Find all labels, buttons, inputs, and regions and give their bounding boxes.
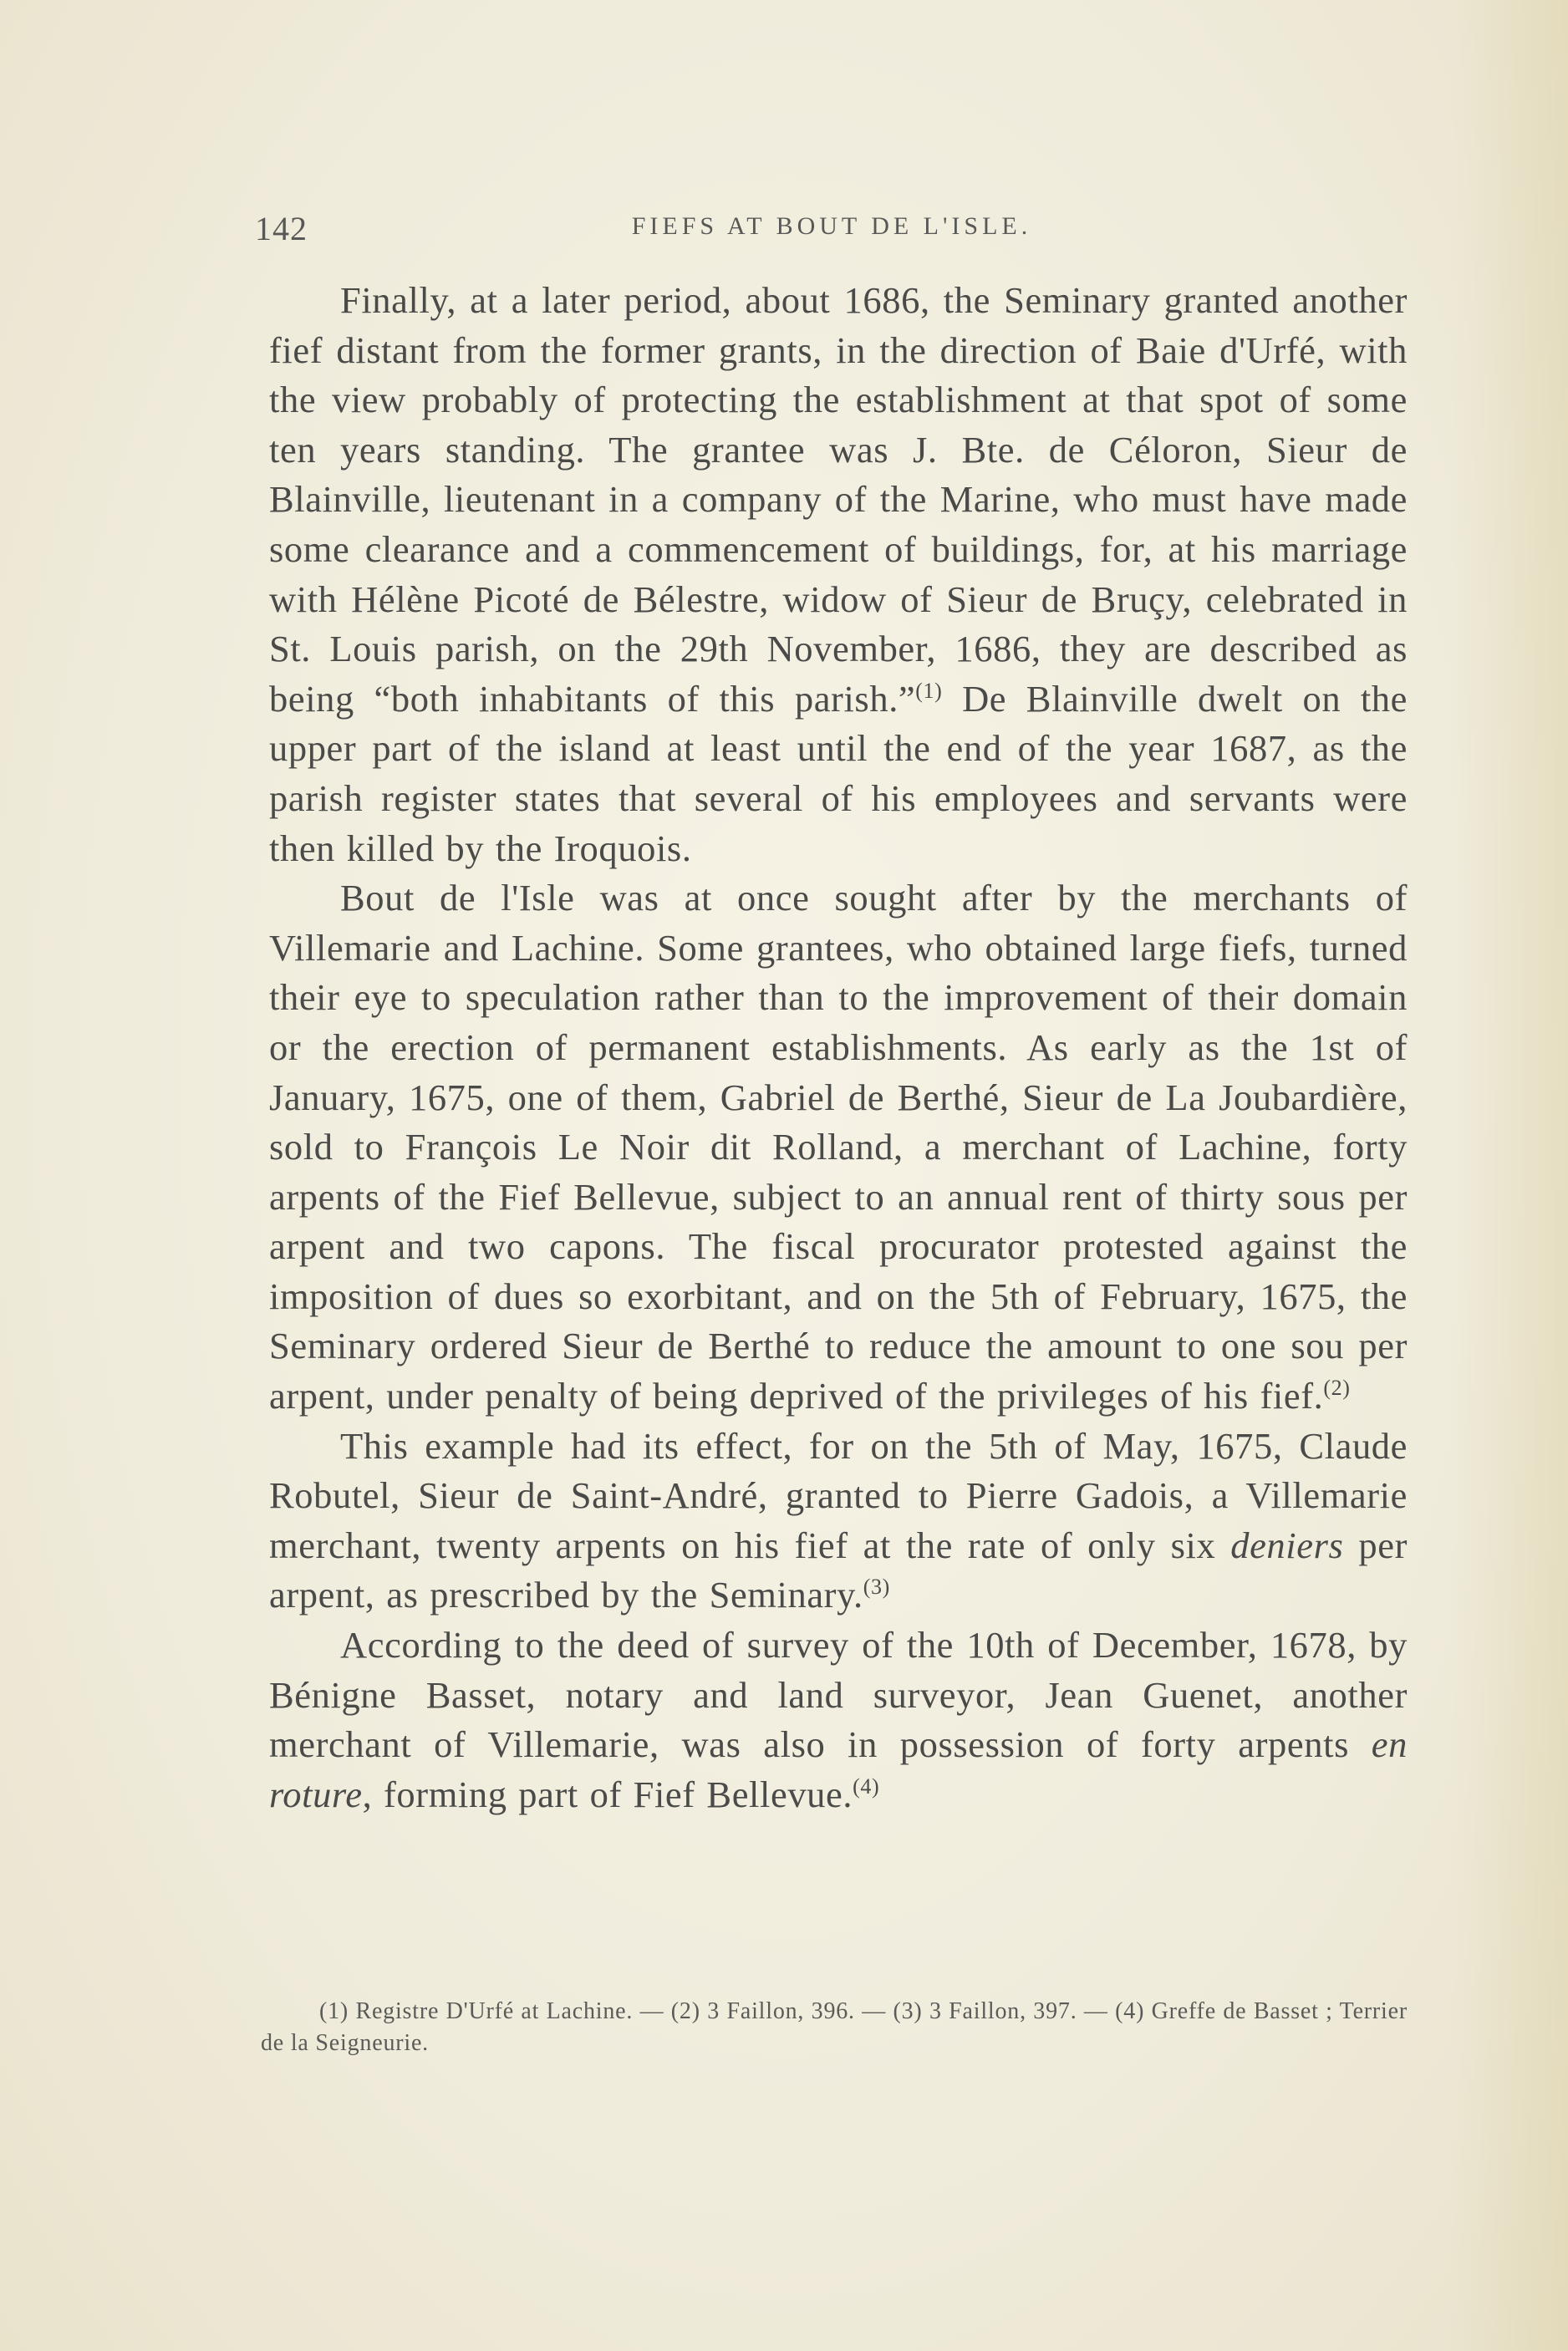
italic-term: en roture [269,1723,1408,1815]
paragraph-text: Finally, at a later period, about 1686, the Seminary granted another fief distant from the former grants, in the direction of Baie d'Urfé, with the view probably of protecting the establishment at that spot of some ten years standing. The grantee was J. Bte. de Céloron, Sieur de Blainville, lieutenant in a company of the Marine, who must have made some clearance and a commencement of buildings, for, at his marriage with Hélène Picoté de Bélestre, widow of Sieur de Bruçy, celebrated in St. Louis parish, on the 29th November, 1686, they are described as being “both inhabitants of this parish.” [269,279,1408,720]
paragraph [269,276,1408,873]
paragraph-text: , forming part of Fief Bellevue. [362,1773,853,1815]
footnotes [261,1996,1408,2059]
page-number: 142 [255,210,308,247]
paragraph-text: De Blainville dwelt on the upper part of the island at least until the end of the year 1687, as the parish register states that several of his employees and servants were then killed by the Iroquois. [269,677,1408,869]
footnote-text: (1) Registre D'Urfé at Lachine. — (2) 3 Faillon, 396. — (3) 3 Faillon, 397. — (4) Greffe de Basset ; Terrier de la Seigneurie. [261,1998,1408,2056]
paragraph-text: Bout de l'Isle was at once sought after by the merchants of Villemarie and Lachine. Some grantees, who obtained large fiefs, turned their eye to speculation rather than to the improvement of their domain or the erection of permanent establishments. As early as the 1st of January, 1675, one of them, Gabriel de Berthé, Sieur de La Joubardière, sold to François Le Noir dit Rolland, a merchant of Lachine, forty arpents of the Fief Bellevue, subject to an annual rent of thirty sous per arpent and two capons. The fiscal procurator protested against the imposition of dues so exorbitant, and on the 5th of February, 1675, the Seminary ordered Sieur de Berthé to reduce the amount to one sou per arpent, under penalty of being deprived of the privileges of his fief. [269,877,1408,1417]
paragraph-text: per arpent, as prescribed by the Seminary. [269,1524,1408,1616]
footnote-ref: (2) [1323,1376,1351,1401]
footnote-ref: (1) [915,678,943,703]
italic-term: deniers [1230,1524,1344,1566]
footnote-ref: (3) [863,1575,890,1600]
paragraph-text: According to the deed of survey of the 10th of December, 1678, by Bénigne Basset, notary and land surveyor, Jean Guenet, another merchant of Villemarie, was also in possession of forty arpents [269,1624,1408,1766]
page-edge-shading [1451,0,1568,2351]
footnote-ref: (4) [853,1773,880,1799]
page-header [255,209,1408,251]
running-head: FIEFS AT BOUT DE L'ISLE. [631,212,1032,240]
paragraph [269,1422,1408,1621]
paragraph-text: This example had its effect, for on the 5th of May, 1675, Claude Robutel, Sieur de Saint-André, granted to Pierre Gadois, a Villemarie merchant, twenty arpents on his fief at the rate of only six [269,1424,1408,1566]
body-text [269,276,1408,1819]
paragraph [269,1621,1408,1819]
paragraph [269,873,1408,1422]
